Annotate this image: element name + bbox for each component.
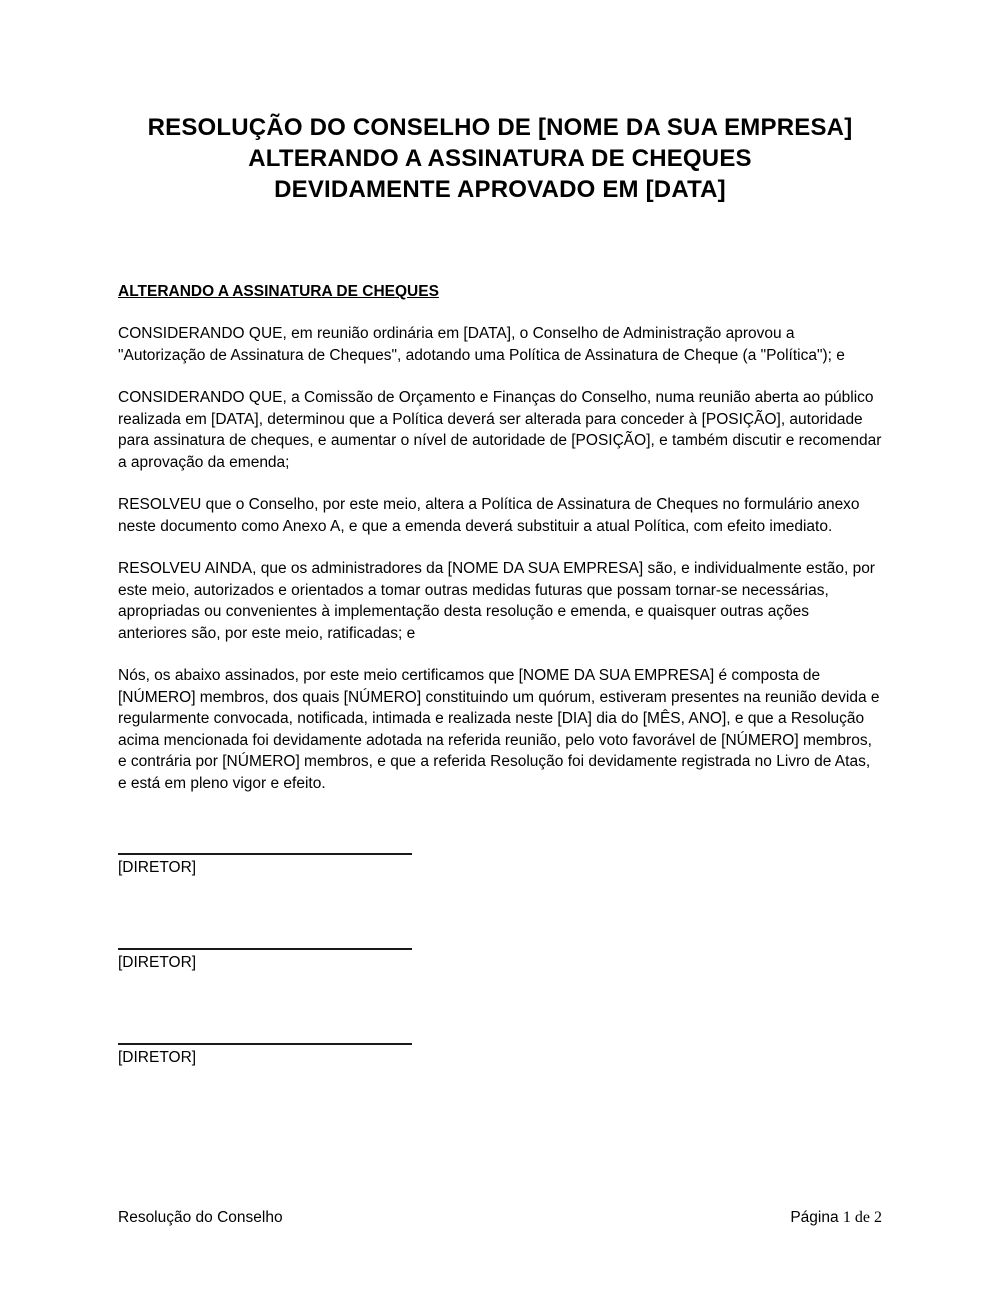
paragraph-certification: Nós, os abaixo assinados, por este meio certificamos que [NOME DA SUA EMPRESA] é composta de [NÚMERO] membros, dos quais [NÚMERO] constituindo um quórum, estiveram presentes na reunião devida e regularmente convocada, notificada, intimada e realizada neste [DIA] dia do [MÊS, ANO], e que a Resolução acima mencionada foi devidamente adotada na referida reunião, pelo voto favorável de [NÚMERO] membros, e contrária por [NÚMERO] membros, e que a referida Resolução foi devidamente registrada no Livro de Atas, e está em pleno vigor e efeito. — [118, 667, 880, 792]
section-heading: ALTERANDO A ASSINATURA DE CHEQUES — [118, 283, 439, 300]
paragraph-considerando-1: CONSIDERANDO QUE, em reunião ordinária em [DATA], o Conselho de Administração aprovou a "Autorização de Assinatura de Cheques", adotando uma Política de Assinatura de Cheque (a "Política"); e — [118, 325, 845, 364]
document-content — [0, 112, 1000, 1068]
title-line-3: DEVIDAMENTE APROVADO EM [DATA] — [274, 176, 726, 203]
footer-document-name: Resolução do Conselho — [118, 1209, 283, 1226]
signature-label: [DIRETOR] — [118, 1049, 197, 1066]
signature-label: [DIRETOR] — [118, 954, 197, 971]
paragraph-considerando-2: CONSIDERANDO QUE, a Comissão de Orçamento e Finanças do Conselho, numa reunião aberta ao público realizada em [DATA], determinou que a Política deverá ser alterada para conceder à [POSIÇÃO], autoridade para assinatura de cheques, e aumentar o nível de autoridade de [POSIÇÃO], e também discutir e recomendar a aprovação da emenda; — [118, 389, 882, 471]
page-footer — [118, 1208, 882, 1228]
title-line-1: RESOLUÇÃO DO CONSELHO DE [NOME DA SUA EMPRESA] — [147, 114, 853, 141]
paragraph-resolveu-ainda: RESOLVEU AINDA, que os administradores da [NOME DA SUA EMPRESA] são, e individualmente estão, por este meio, autorizados e orientados a tomar outras medidas futuras que possam tornar-se necessárias, apropriadas ou convenientes à implementação desta resolução e emenda, e quaisquer outras ações anteriores são, por este meio, ratificadas; e — [118, 560, 875, 642]
signature-block-2 — [118, 948, 412, 973]
signature-block-1 — [118, 853, 412, 878]
footer-page-label: Página — [790, 1209, 839, 1226]
signature-block-3 — [118, 1043, 412, 1068]
footer-page-value: 1 de 2 — [842, 1209, 882, 1226]
document-title — [118, 112, 882, 205]
paragraph-resolveu: RESOLVEU que o Conselho, por este meio, altera a Política de Assinatura de Cheques no formulário anexo neste documento como Anexo A, e que a emenda deverá substituir a atual Política, com efeito imediato. — [118, 496, 860, 535]
title-line-2: ALTERANDO A ASSINATURA DE CHEQUES — [248, 145, 752, 172]
signature-label: [DIRETOR] — [118, 859, 197, 876]
footer-page-number — [790, 1208, 882, 1228]
